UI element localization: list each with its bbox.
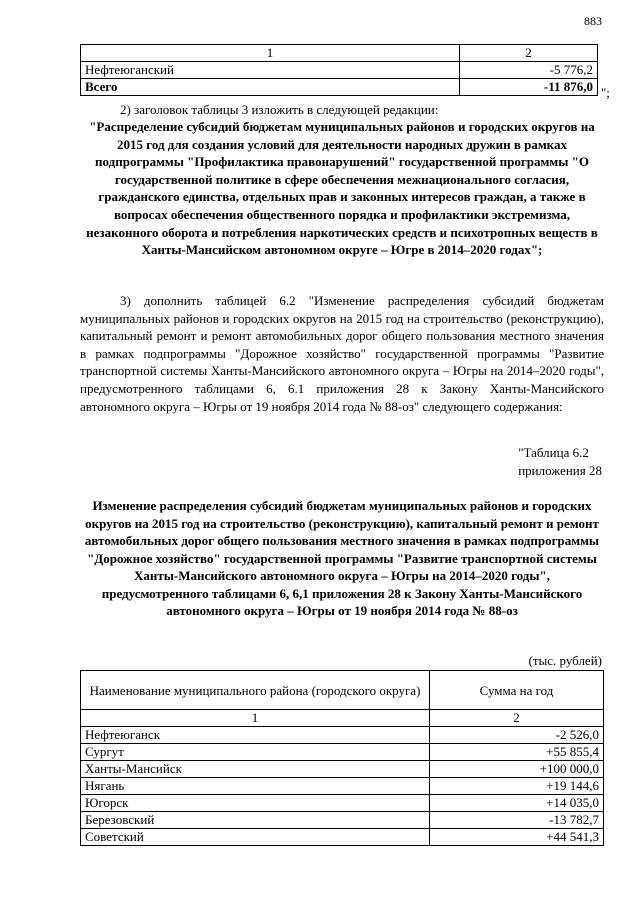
table-row [81, 812, 604, 829]
table-row [81, 62, 598, 79]
paragraph-item-2: 2) заголовок таблицы 3 изложить в следующей редакции: [120, 102, 439, 117]
table-header-row [81, 45, 598, 62]
row-name: Нефтеюганский [81, 62, 460, 79]
total-row [81, 79, 598, 96]
total-value: -11 876,0 [460, 79, 598, 96]
total-label: Всего [81, 79, 460, 96]
row-value: -5 776,2 [460, 62, 598, 79]
previous-table-fragment [80, 44, 598, 96]
table62-title: Изменение распределения субсидий бюджетам муниципальных районов и городских округов на 2015 год на строительство (реконструкцию), капитальный ремонт и ремонт автомобильных дорог общего пользования местного значения в рамках подпрограммы "Дорожное хозяйство" государственной программы "Развитие транспортной системы Ханты-Мансийского автономного округа – Югры на 2014–2020 годы", предусмотренного таблицами 6, 6,1 приложения 28 к Закону Ханты-Мансийского автономного округа – Югры от 19 ноября 2014 года № 88-оз [84, 498, 600, 618]
column-number: 1 [81, 45, 460, 62]
row-value: +55 855,4 [430, 744, 604, 761]
column-number: 2 [430, 710, 604, 727]
row-name: Ханты-Мансийск [81, 761, 430, 778]
table-6-2 [80, 670, 604, 846]
column-number-row [81, 710, 604, 727]
table3-title: "Распределение субсидий бюджетам муниципальных районов и городских округов на 2015 год для создания условий для деятельности народных дружин в рамках подпрограммы "Профилактика правонарушений" государственной программы "О государственной политике в сфере обеспечения межнационального согласия, гражданского единства, отдельных прав и законных интересов граждан, а также в вопросах обеспечения общественного порядка и профилактики экстремизма, незаконного оборота и потребления наркотических средств и психотропных веществ в Ханты-Мансийском автономном округе – Югре в 2014–2020 годах"; [86, 119, 598, 258]
unit-label: (тыс. рублей) [528, 653, 602, 668]
table-row [81, 795, 604, 812]
column-number: 1 [81, 710, 430, 727]
row-value: -2 526,0 [430, 727, 604, 744]
table-label [518, 444, 602, 480]
row-value: +14 035,0 [430, 795, 604, 812]
table-row [81, 744, 604, 761]
column-number: 2 [460, 45, 598, 62]
row-value: +44 541,3 [430, 829, 604, 846]
column-header-name: Наименование муниципального района (городского округа) [81, 671, 430, 710]
row-name: Советский [81, 829, 430, 846]
paragraph-item-3: 3) дополнить таблицей 6.2 "Изменение распределения субсидий бюджетам муниципальных районов и городских округов на 2015 год на строительство (реконструкцию), капитальный ремонт и ремонт автомобильных дорог общего пользования местного значения в рамках подпрограммы "Дорожное хозяйство" государственной программы "Развитие транспортной системы Ханты-Мансийского автономного округа – Югры на 2014–2020 годы", предусмотренного таблицами 6, 6.1 приложения 28 к Закону Ханты-Мансийского автономного округа – Югры от 19 ноября 2014 года № 88-оз" следующего содержания: [80, 293, 604, 414]
table-row [81, 829, 604, 846]
table-row [81, 761, 604, 778]
table-row [81, 778, 604, 795]
table-label-line: "Таблица 6.2 [518, 445, 589, 460]
row-name: Сургут [81, 744, 430, 761]
column-header-sum: Сумма на год [430, 671, 604, 710]
table-row [81, 727, 604, 744]
row-name: Нефтеюганск [81, 727, 430, 744]
row-name: Югорск [81, 795, 430, 812]
closing-quote: "; [601, 85, 610, 100]
row-value: +100 000,0 [430, 761, 604, 778]
table-label-line: приложения 28 [518, 463, 602, 478]
row-value: -13 782,7 [430, 812, 604, 829]
row-value: +19 144,6 [430, 778, 604, 795]
table-header-row [81, 671, 604, 710]
row-name: Нягань [81, 778, 430, 795]
row-name: Березовский [81, 812, 430, 829]
page-number: 883 [584, 14, 602, 28]
